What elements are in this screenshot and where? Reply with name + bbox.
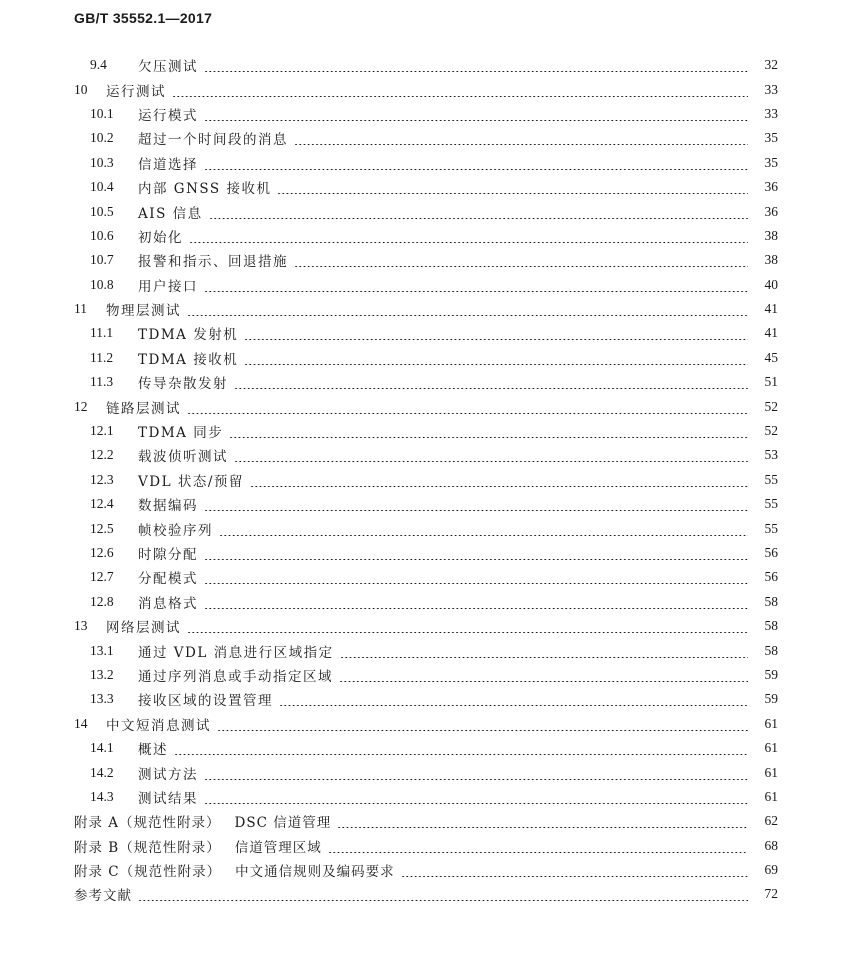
toc-title: TDMA 同步 xyxy=(138,425,224,442)
toc-number: 11.3 xyxy=(90,374,114,390)
toc-entry[interactable] xyxy=(0,77,842,101)
toc-number: 9.4 xyxy=(90,57,107,73)
toc-page: 51 xyxy=(764,374,778,390)
toc-page: 41 xyxy=(764,325,778,341)
toc-number: 12.5 xyxy=(90,520,114,536)
toc-number: 12.6 xyxy=(90,545,114,560)
dot-leader xyxy=(189,229,748,243)
toc-number: 11.2 xyxy=(90,349,114,365)
toc-number: 12 xyxy=(74,398,88,414)
toc-page: 58 xyxy=(764,618,778,634)
toc-page: 41 xyxy=(764,301,778,317)
toc-title: 用户接口 xyxy=(138,278,198,295)
toc-title: 内部 GNSS 接收机 xyxy=(138,181,272,198)
toc-entry[interactable] xyxy=(0,53,842,77)
toc-number: 12.2 xyxy=(90,447,114,463)
toc-number: 14.3 xyxy=(90,788,114,804)
toc-title: TDMA 接收机 xyxy=(138,351,239,368)
dot-leader xyxy=(279,692,748,706)
toc-page: 40 xyxy=(764,276,778,292)
toc-entry[interactable] xyxy=(0,590,842,614)
dot-leader xyxy=(339,668,748,682)
toc-number: 12.4 xyxy=(90,496,114,512)
dot-leader xyxy=(234,448,748,462)
toc-page: 59 xyxy=(764,691,778,707)
toc-number: 10.3 xyxy=(90,154,114,170)
toc-entry[interactable] xyxy=(0,687,842,711)
toc-number: 14.2 xyxy=(90,764,114,780)
toc-title: 通过 VDL 消息进行区域指定 xyxy=(138,644,334,661)
toc-entry[interactable] xyxy=(0,321,842,345)
toc-title: 运行测试 xyxy=(106,83,166,100)
dot-leader xyxy=(187,619,748,633)
toc-title: 帧校验序列 xyxy=(138,522,213,539)
toc-number: 14.1 xyxy=(90,740,114,756)
toc-title: TDMA 发射机 xyxy=(138,327,239,344)
toc-page: 61 xyxy=(764,740,778,756)
toc-title: 初始化 xyxy=(138,229,183,246)
toc-page: 58 xyxy=(764,642,778,658)
toc-title: 通过序列消息或手动指定区域 xyxy=(138,668,333,685)
toc-entry[interactable] xyxy=(0,760,842,784)
toc-number: 10.8 xyxy=(90,276,114,292)
dot-leader xyxy=(234,375,748,389)
toc-page: 61 xyxy=(764,788,778,804)
dot-leader xyxy=(204,156,748,170)
toc-page: 33 xyxy=(764,81,778,97)
dot-leader xyxy=(138,887,748,901)
toc-page: 38 xyxy=(764,227,778,243)
toc-title: 数据编码 xyxy=(138,498,198,515)
dot-leader xyxy=(229,424,748,438)
toc-number: 13.3 xyxy=(90,691,114,707)
toc-title: 测试结果 xyxy=(138,790,198,807)
toc-title: 分配模式 xyxy=(138,571,198,588)
toc-page: 45 xyxy=(764,349,778,365)
dot-leader xyxy=(219,522,748,536)
toc-entry-appendix-b[interactable] xyxy=(0,834,842,858)
toc-entry[interactable] xyxy=(0,126,842,150)
toc-page: 53 xyxy=(764,447,778,463)
toc-title: 接收区域的设置管理 xyxy=(138,693,273,710)
toc-page: 38 xyxy=(764,252,778,268)
toc-entry[interactable] xyxy=(0,151,842,175)
toc-title: VDL 状态/预留 xyxy=(138,473,244,490)
toc-entry-appendix-a[interactable] xyxy=(0,809,842,833)
dot-leader xyxy=(209,205,748,219)
dot-leader xyxy=(294,131,748,145)
toc-entry[interactable] xyxy=(0,297,842,321)
dot-leader xyxy=(204,570,748,584)
toc-title: 链路层测试 xyxy=(106,400,181,417)
toc-title: 传导杂散发射 xyxy=(138,376,228,393)
toc-entry[interactable] xyxy=(0,712,842,736)
table-of-contents xyxy=(0,53,842,907)
toc-page: 55 xyxy=(764,496,778,512)
toc-page: 36 xyxy=(764,179,778,195)
dot-leader xyxy=(401,863,748,877)
appendix-label: 附录 A（规范性附录） xyxy=(74,815,221,832)
toc-title: 运行模式 xyxy=(138,107,198,124)
toc-page: 33 xyxy=(764,105,778,121)
toc-entry[interactable] xyxy=(0,516,842,540)
dot-leader xyxy=(204,595,748,609)
toc-number: 14 xyxy=(74,715,88,731)
toc-title: 中文短消息测试 xyxy=(106,717,211,734)
toc-entry[interactable] xyxy=(0,224,842,248)
dot-leader xyxy=(277,180,748,194)
toc-page: 52 xyxy=(764,423,778,439)
toc-title: DSC 信道管理 xyxy=(234,815,332,832)
toc-page: 72 xyxy=(764,886,778,902)
dot-leader xyxy=(340,644,748,658)
toc-number: 10.6 xyxy=(90,227,114,243)
toc-entry-references[interactable] xyxy=(0,882,842,906)
toc-entry[interactable] xyxy=(0,614,842,638)
toc-number: 10.4 xyxy=(90,179,114,195)
dot-leader xyxy=(204,497,748,511)
dot-leader xyxy=(244,351,748,365)
toc-entry[interactable] xyxy=(0,419,842,443)
toc-page: 58 xyxy=(764,593,778,609)
toc-title: 时隙分配 xyxy=(138,547,198,563)
toc-number: 12.1 xyxy=(90,423,114,439)
dot-leader xyxy=(250,473,748,487)
dot-leader xyxy=(217,717,748,731)
toc-number: 12.7 xyxy=(90,569,114,585)
toc-page: 35 xyxy=(764,130,778,146)
toc-page: 56 xyxy=(764,569,778,585)
toc-title: 消息格式 xyxy=(138,595,198,612)
toc-title: 概述 xyxy=(138,742,168,759)
toc-page: 52 xyxy=(764,398,778,414)
toc-number: 13 xyxy=(74,618,88,634)
toc-title: 超过一个时间段的消息 xyxy=(138,132,288,149)
toc-title: 参考文献 xyxy=(74,888,132,905)
toc-entry[interactable] xyxy=(0,394,842,418)
dot-leader xyxy=(204,546,748,560)
toc-entry[interactable] xyxy=(0,273,842,297)
toc-title: 网络层测试 xyxy=(106,620,181,637)
dot-leader xyxy=(204,766,748,780)
toc-entry[interactable] xyxy=(0,736,842,760)
toc-title: 欠压测试 xyxy=(138,59,198,76)
toc-page: 56 xyxy=(764,545,778,560)
toc-entry[interactable] xyxy=(0,370,842,394)
toc-page: 68 xyxy=(764,837,778,853)
toc-page: 55 xyxy=(764,520,778,536)
dot-leader xyxy=(187,302,748,316)
toc-entry[interactable] xyxy=(0,443,842,467)
dot-leader xyxy=(187,400,748,414)
dot-leader xyxy=(328,839,748,853)
dot-leader xyxy=(204,58,748,72)
toc-title: AIS 信息 xyxy=(138,205,203,222)
toc-title: 物理层测试 xyxy=(106,303,181,320)
toc-entry[interactable] xyxy=(0,541,842,565)
toc-number: 10.5 xyxy=(90,203,114,219)
toc-title: 报警和指示、回退措施 xyxy=(138,254,288,271)
toc-page: 61 xyxy=(764,715,778,731)
toc-number: 11.1 xyxy=(90,325,114,341)
standard-code-header: GB/T 35552.1—2017 xyxy=(74,10,213,26)
toc-title: 信道管理区域 xyxy=(234,839,322,856)
toc-entry[interactable] xyxy=(0,565,842,589)
dot-leader xyxy=(204,790,748,804)
toc-entry[interactable] xyxy=(0,785,842,809)
toc-entry[interactable] xyxy=(0,199,842,223)
toc-entry[interactable] xyxy=(0,468,842,492)
toc-entry[interactable] xyxy=(0,346,842,370)
toc-page: 62 xyxy=(764,813,778,829)
toc-page: 55 xyxy=(764,471,778,487)
toc-entry[interactable] xyxy=(0,492,842,516)
toc-title: 中文通信规则及编码要求 xyxy=(235,864,395,881)
toc-entry[interactable] xyxy=(0,175,842,199)
toc-page: 69 xyxy=(764,862,778,878)
toc-number: 12.8 xyxy=(90,593,114,609)
toc-page: 59 xyxy=(764,666,778,682)
toc-page: 61 xyxy=(764,764,778,780)
dot-leader xyxy=(204,107,748,121)
dot-leader xyxy=(204,278,748,292)
dot-leader xyxy=(174,741,748,755)
toc-title: 信道选择 xyxy=(138,156,198,173)
toc-title: 测试方法 xyxy=(138,766,198,783)
dot-leader xyxy=(294,253,748,267)
toc-number: 11 xyxy=(74,301,87,317)
toc-entry[interactable] xyxy=(0,638,842,662)
toc-number: 10.1 xyxy=(90,105,114,121)
dot-leader xyxy=(244,326,748,340)
toc-number: 10.7 xyxy=(90,252,114,268)
toc-entry[interactable] xyxy=(0,102,842,126)
toc-entry[interactable] xyxy=(0,248,842,272)
toc-page: 36 xyxy=(764,203,778,219)
toc-page: 32 xyxy=(764,57,778,73)
toc-number: 12.3 xyxy=(90,471,114,487)
toc-number: 10.2 xyxy=(90,130,114,146)
dot-leader xyxy=(337,814,748,828)
toc-number: 10 xyxy=(74,81,88,97)
toc-number: 13.2 xyxy=(90,666,114,682)
toc-number: 13.1 xyxy=(90,642,114,658)
toc-page: 35 xyxy=(764,154,778,170)
appendix-label: 附录 B（规范性附录） xyxy=(74,839,221,856)
appendix-label: 附录 C（规范性附录） xyxy=(74,864,222,881)
dot-leader xyxy=(172,83,748,97)
toc-entry[interactable] xyxy=(0,663,842,687)
toc-title: 载波侦听测试 xyxy=(138,449,228,466)
toc-entry-appendix-c[interactable] xyxy=(0,858,842,882)
